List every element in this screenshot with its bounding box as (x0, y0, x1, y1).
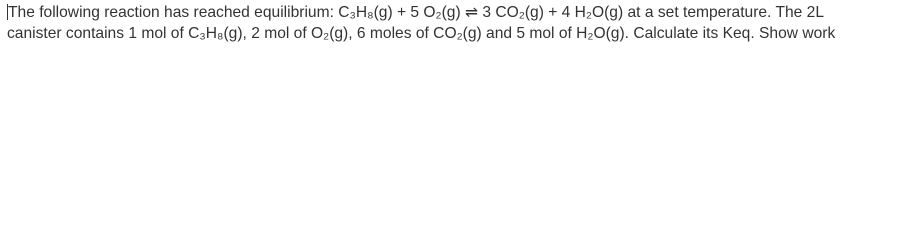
question-text[interactable] (7, 2, 905, 44)
question-line-1 (7, 2, 905, 23)
question-line-2: canister contains 1 mol of C₃H₈(g), 2 mol of O₂(g), 6 moles of CO₂(g) and 5 mol of H₂O(g). Calculate its Keq. Show work (7, 25, 836, 42)
question-line-1-text: The following reaction has reached equilibrium: C₃H₈(g) + 5 O₂(g) ⇌ 3 CO₂(g) + 4 H₂O(g) at a set temperature. The 2L (8, 4, 824, 21)
